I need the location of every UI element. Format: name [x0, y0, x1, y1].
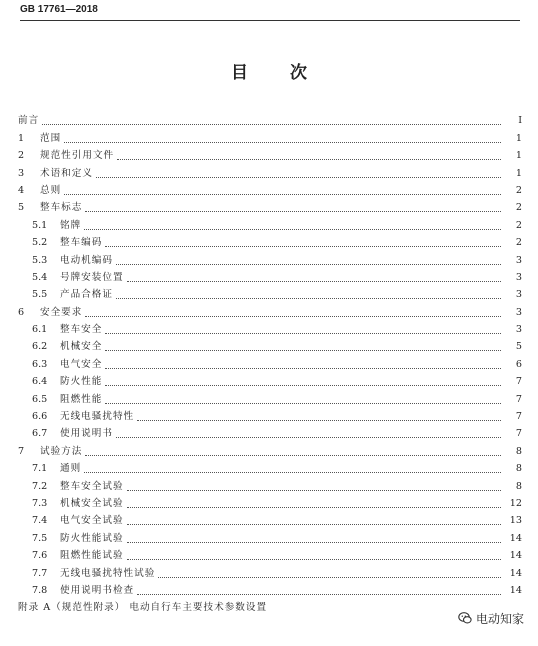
toc-entry-number: 5.1 [32, 219, 48, 231]
toc-entry-title: 整车编码 [60, 237, 103, 249]
toc-entry[interactable] [0, 232, 538, 249]
toc-entry-page: 5 [515, 341, 522, 353]
toc-entry-number: 6.3 [32, 358, 48, 370]
toc-entry-page: 6 [515, 358, 522, 370]
toc-dot-leader [85, 316, 501, 317]
toc-entry[interactable] [0, 510, 538, 527]
toc-entry-page: 1 [515, 167, 522, 179]
toc-entry-title: 无线电骚扰特性 [60, 411, 135, 423]
toc-entry-number: 7.6 [32, 550, 48, 562]
toc-dot-leader [105, 350, 501, 351]
toc-dot-leader [116, 298, 501, 299]
table-of-contents [0, 110, 538, 614]
toc-entry-page: 8 [515, 445, 522, 457]
toc-entry-title: 前言 [18, 115, 40, 127]
toc-entry-number: 7.5 [32, 532, 48, 544]
toc-entry-page: 2 [515, 184, 522, 196]
toc-entry[interactable] [0, 527, 538, 544]
toc-entry[interactable] [0, 180, 538, 197]
toc-entry-title: 无线电骚扰特性试验 [60, 567, 156, 579]
toc-dot-leader [137, 594, 501, 595]
toc-entry-title: 整车安全 [60, 324, 103, 336]
toc-entry-page: 3 [515, 324, 522, 336]
toc-entry[interactable] [0, 493, 538, 510]
toc-entry-page: 1 [515, 132, 522, 144]
toc-entry[interactable] [0, 388, 538, 405]
toc-entry[interactable] [0, 562, 538, 579]
toc-dot-leader [105, 403, 501, 404]
toc-entry-page: 7 [515, 411, 522, 423]
toc-entry-page: 2 [515, 202, 522, 214]
toc-entry-page: 8 [515, 463, 522, 475]
toc-dot-leader [85, 211, 501, 212]
toc-entry-page: I [518, 115, 522, 127]
toc-entry[interactable] [0, 545, 538, 562]
toc-entry-page: 13 [509, 515, 522, 527]
toc-entry-number: 7.1 [32, 463, 48, 475]
wechat-icon [458, 611, 472, 625]
toc-entry-page: 7 [515, 376, 522, 388]
toc-entry-title: 阻燃性能试验 [60, 550, 124, 562]
toc-entry-page: 14 [509, 584, 522, 596]
toc-dot-leader [127, 507, 501, 508]
header-rule [20, 20, 520, 21]
toc-entry[interactable] [0, 301, 538, 318]
toc-dot-leader [105, 246, 501, 247]
toc-entry-page: 12 [509, 497, 522, 509]
toc-entry-page: 1 [515, 150, 522, 162]
toc-entry[interactable] [0, 145, 538, 162]
toc-entry[interactable] [0, 475, 538, 492]
toc-entry-number: 2 [18, 150, 25, 162]
standard-header: GB 17761—2018 [20, 4, 98, 15]
page-title: 目 次 [231, 63, 325, 83]
toc-entry-page: 2 [515, 219, 522, 231]
toc-entry-number: 6.1 [32, 324, 48, 336]
toc-entry-number: 5.4 [32, 271, 48, 283]
toc-entry-number: 6 [18, 306, 25, 318]
toc-entry-title: 总则 [40, 184, 62, 196]
toc-entry-page: 7 [515, 428, 522, 440]
toc-dot-leader [116, 437, 501, 438]
toc-entry-number: 7 [18, 445, 25, 457]
toc-dot-leader [105, 333, 501, 334]
toc-entry-page: 14 [509, 532, 522, 544]
toc-entry[interactable] [0, 197, 538, 214]
toc-entry-title: 整车安全试验 [60, 480, 124, 492]
toc-dot-leader [84, 472, 501, 473]
toc-entry-title: 电气安全 [60, 358, 103, 370]
toc-dot-leader [117, 159, 501, 160]
toc-entry[interactable] [0, 284, 538, 301]
toc-dot-leader [127, 559, 501, 560]
toc-entry-number: 7.7 [32, 567, 48, 579]
toc-entry-number: 4 [18, 184, 25, 196]
toc-entry-title: 附录 A（规范性附录） 电动自行车主要技术参数设置 [18, 602, 268, 614]
toc-dot-leader [85, 455, 501, 456]
toc-entry-title: 试验方法 [40, 445, 83, 457]
toc-entry[interactable] [0, 319, 538, 336]
toc-entry-number: 3 [18, 167, 25, 179]
toc-entry-title: 术语和定义 [40, 167, 93, 179]
toc-entry-page: 2 [515, 237, 522, 249]
toc-entry-number: 7.8 [32, 584, 48, 596]
toc-entry[interactable] [0, 110, 538, 127]
toc-dot-leader [127, 524, 501, 525]
toc-entry-title: 防火性能 [60, 376, 103, 388]
toc-entry-page: 3 [515, 306, 522, 318]
toc-dot-leader [105, 385, 501, 386]
toc-entry-title: 规范性引用文件 [40, 150, 115, 162]
toc-entry-page: 14 [509, 550, 522, 562]
toc-entry-number: 6.4 [32, 376, 48, 388]
toc-entry[interactable] [0, 249, 538, 266]
toc-dot-leader [127, 542, 501, 543]
toc-entry-title: 电动机编码 [60, 254, 113, 266]
toc-entry-title: 整车标志 [40, 202, 83, 214]
toc-entry-title: 安全要求 [40, 306, 83, 318]
toc-entry-title: 产品合格证 [60, 289, 113, 301]
toc-dot-leader [105, 368, 501, 369]
toc-dot-leader [96, 177, 501, 178]
toc-entry-title: 号牌安装位置 [60, 271, 124, 283]
toc-entry-title: 防火性能试验 [60, 532, 124, 544]
toc-entry[interactable] [0, 423, 538, 440]
toc-entry-page: 8 [515, 480, 522, 492]
toc-entry[interactable] [0, 336, 538, 353]
toc-entry-number: 5 [18, 202, 25, 214]
toc-entry[interactable] [0, 267, 538, 284]
toc-entry-number: 7.3 [32, 497, 48, 509]
toc-entry[interactable] [0, 162, 538, 179]
toc-entry-page: 3 [515, 254, 522, 266]
toc-dot-leader [64, 194, 501, 195]
toc-dot-leader [127, 490, 501, 491]
toc-entry-number: 6.5 [32, 393, 48, 405]
toc-entry-number: 7.2 [32, 480, 48, 492]
toc-entry-title: 机械安全试验 [60, 497, 124, 509]
toc-entry-number: 6.2 [32, 341, 48, 353]
watermark-text: 电动知家 [475, 611, 524, 626]
toc-entry[interactable] [0, 440, 538, 457]
toc-entry-page: 14 [509, 567, 522, 579]
toc-dot-leader [137, 420, 501, 421]
toc-dot-leader [84, 229, 501, 230]
toc-entry[interactable] [0, 371, 538, 388]
toc-dot-leader [64, 142, 501, 143]
toc-dot-leader [116, 264, 501, 265]
toc-entry-title: 使用说明书 [60, 428, 113, 440]
toc-dot-leader [158, 577, 501, 578]
toc-entry-page: 3 [515, 289, 522, 301]
watermark [458, 608, 524, 628]
toc-entry-title: 铭牌 [60, 219, 82, 231]
toc-entry-title: 通则 [60, 463, 82, 475]
toc-entry-number: 1 [18, 132, 25, 144]
toc-entry-page: 3 [515, 271, 522, 283]
toc-entry[interactable] [0, 580, 538, 597]
toc-entry-number: 5.5 [32, 289, 48, 301]
toc-entry[interactable] [0, 458, 538, 475]
toc-dot-leader [127, 281, 501, 282]
toc-entry-title: 范围 [40, 132, 62, 144]
toc-entry-number: 6.6 [32, 411, 48, 423]
toc-entry-number: 5.3 [32, 254, 48, 266]
toc-entry-title: 使用说明书检查 [60, 584, 135, 596]
toc-entry[interactable] [0, 127, 538, 144]
toc-entry[interactable] [0, 214, 538, 231]
toc-entry-title: 阻燃性能 [60, 393, 103, 405]
toc-entry-title: 电气安全试验 [60, 515, 124, 527]
toc-entry[interactable] [0, 353, 538, 370]
toc-entry-number: 7.4 [32, 515, 48, 527]
toc-entry-page: 7 [515, 393, 522, 405]
toc-entry-title: 机械安全 [60, 341, 103, 353]
toc-entry-number: 6.7 [32, 428, 48, 440]
toc-entry[interactable] [0, 406, 538, 423]
toc-entry-number: 5.2 [32, 237, 48, 249]
toc-dot-leader [42, 124, 501, 125]
